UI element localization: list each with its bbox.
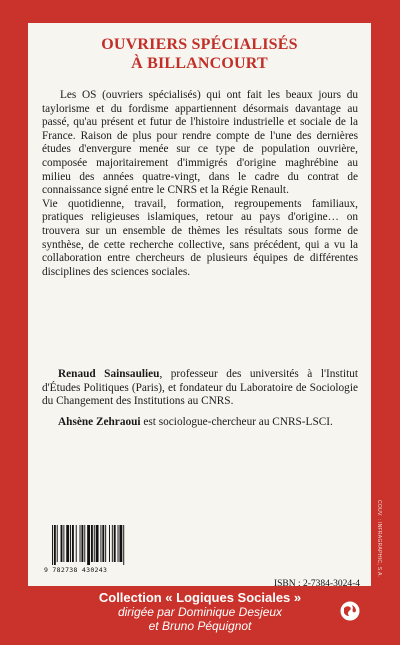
author-desc-2: est sociologue-chercheur au CNRS-LSCI. xyxy=(140,415,333,428)
author-bio-1 xyxy=(42,368,358,409)
collection-director-2: et Bruno Péquignot xyxy=(148,619,252,633)
collection-name: Collection « Logiques Sociales » xyxy=(98,590,302,605)
text-panel xyxy=(28,23,371,589)
author-name-1: Renaud Sainsaulieu xyxy=(58,368,160,380)
author-desc-1: , professeur des universités à l'Institut d'Études Politiques (Paris), et fondateur du Laboratoire de Sociologie du Changement des Institutions au CNRS. xyxy=(42,368,359,408)
author-bios xyxy=(42,368,358,429)
barcode xyxy=(44,525,154,579)
book-title xyxy=(28,35,371,73)
globe-icon xyxy=(340,601,360,621)
collection-director-1: dirigée par Dominique Desjeux xyxy=(117,605,283,619)
title-line-1: OUVRIERS SPÉCIALISÉS xyxy=(101,36,298,53)
abstract-paragraph-2: Vie quotidienne, travail, formation, regroupements familiaux, pratiques religieuses islamiques, retour au pays d'origine… on trouvera sur un ensemble de thèmes les résultats sous forme de synthèse, de cette recherche collective, sans précédent, qui a vu la collaboration entre chercheurs de plusieurs équipes de différentes disciplines des sciences sociales. xyxy=(42,197,358,278)
cover-credit: COUV. : INFRAGRAPHIC, S.A. xyxy=(376,500,382,578)
book-abstract xyxy=(42,89,358,279)
isbn: ISBN : 2-7384-3024-4 xyxy=(273,579,360,589)
title-line-2: À BILLANCOURT xyxy=(131,55,268,72)
author-bio-2 xyxy=(42,416,358,430)
author-name-2: Ahsène Zehraoui xyxy=(58,415,141,428)
barcode-digits: 9 782738 430243 xyxy=(44,566,108,574)
barcode-bars xyxy=(44,525,154,565)
abstract-paragraph-1: Les OS (ouvriers spécialisés) qui ont fait les beaux jours du taylorisme et du fordisme appartiennent désormais davantage au passé, qu'au présent et futur de l'histoire industrielle et sociale de la France. Raison de plus pour rendre compte de l'une des dernières études d'envergure menée sur ce type de population ouvrière, composée majoritairement d'immigrés d'origine maghrébine au milieu des années quatre-vingt, dans le cadre du contrat de connaissance signé entre le CNRS et la Régie Renault. xyxy=(42,89,358,197)
